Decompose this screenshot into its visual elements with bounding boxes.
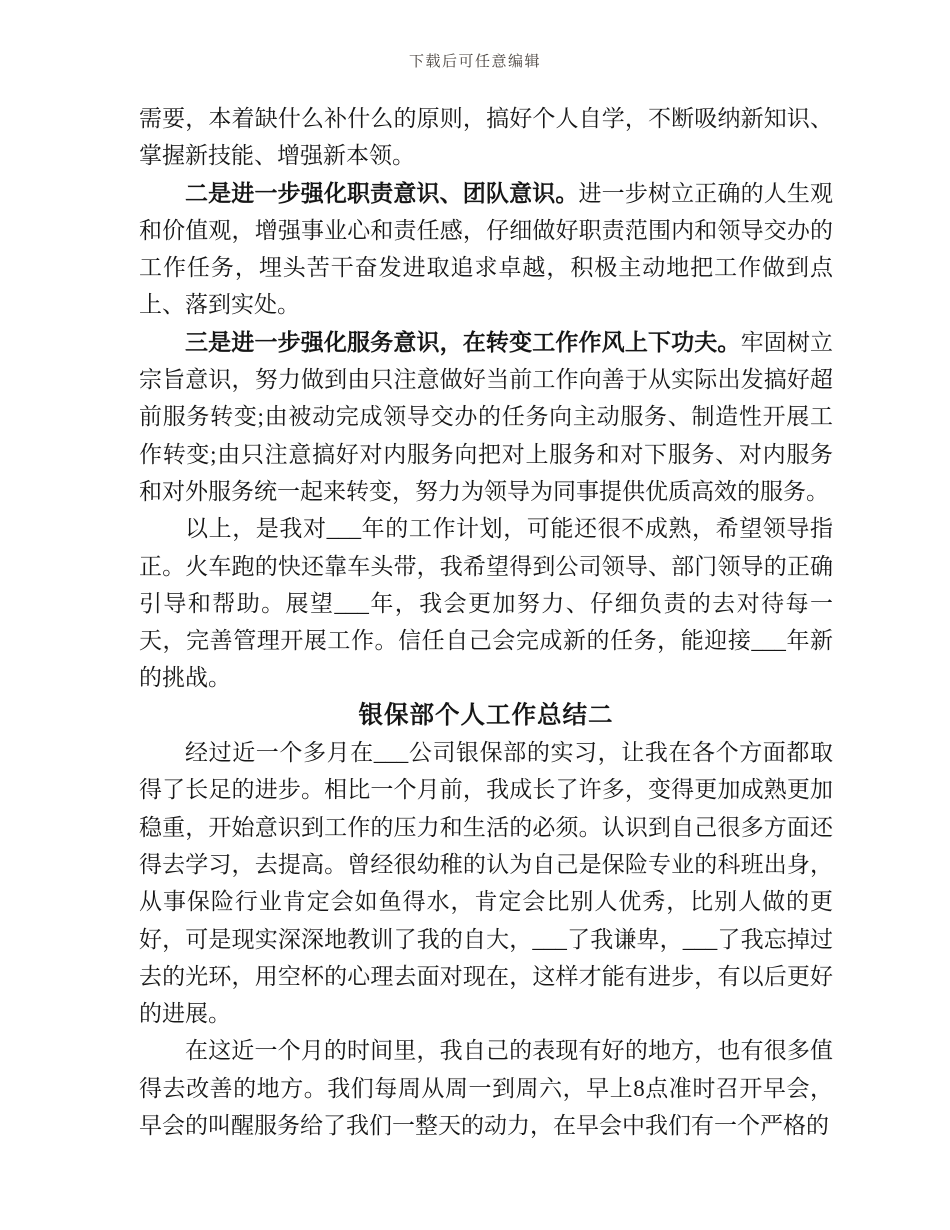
paragraph-text: 经过近一个多月在___公司银保部的实习，让我在各个方面都取得了长足的进步。相比一个月前，我成长了许多，变得更加成熟更加稳重，开始意识到工作的压力和生活的必须。认识到自己很多方面还得去学习，去提高。曾经很幼稚的认为自己是保险专业的科班出身，从事保险行业肯定会如鱼得水，肯定会比别人优秀，比别人做的更好，可是现实深深地教训了我的自大，___了我谦卑，___了我忘掉过去的光环，用空杯的心理去面对现在，这样才能有进步，有以后更好的进展。: [139, 740, 833, 1027]
header-note: 下载后可任意编辑: [408, 54, 541, 70]
paragraph-text: 以上，是我对___年的工作计划，可能还很不成熟，希望领导指正。火车跑的快还靠车头带，我希望得到公司领导、部门领导的正确引导和帮助。展望___年，我会更加努力、仔细负责的去对待每一天，完善管理开展工作。信任自己会完成新的任务，能迎接___年新的挑战。: [139, 516, 833, 691]
paragraph: [139, 175, 833, 324]
document-body: [139, 100, 833, 1144]
paragraph-lead-bold: 三是进一步强化服务意识，在转变工作作风上下功夫。: [185, 329, 741, 355]
paragraph: [139, 510, 833, 696]
paragraph: [139, 1032, 833, 1144]
paragraph: [139, 734, 833, 1032]
paragraph: [139, 100, 833, 175]
section-heading: 银保部个人工作总结二: [358, 701, 614, 729]
paragraph-text: 牢固树立宗旨意识，努力做到由只注意做好当前工作向善于从实际出发搞好超前服务转变;由被动完成领导交办的任务向主动服务、制造性开展工作转变;由只注意搞好对内服务向把对上服务和对下服务、对内服务和对外服务统一起来转变，努力为领导为同事提供优质高效的服务。: [139, 329, 834, 504]
paragraph-text: 需要，本着缺什么补什么的原则，搞好个人自学，不断吸纳新知识、掌握新技能、增强新本领。: [139, 106, 833, 169]
paragraph-lead-bold: 二是进一步强化职责意识、团队意识。: [185, 180, 579, 206]
paragraph-text: 进一步树立正确的人生观和价值观，增强事业心和责任感，仔细做好职责范围内和领导交办的工作任务，埋头苦干奋发进取追求卓越，积极主动地把工作做到点上、落到实处。: [139, 180, 834, 318]
paragraph-text: 在这近一个月的时间里，我自己的表现有好的地方，也有很多值得去改善的地方。我们每周从周一到周六，早上8点准时召开早会，早会的叫醒服务给了我们一整天的动力，在早会中我们有一个严格的: [139, 1038, 833, 1139]
paragraph: [139, 324, 833, 510]
